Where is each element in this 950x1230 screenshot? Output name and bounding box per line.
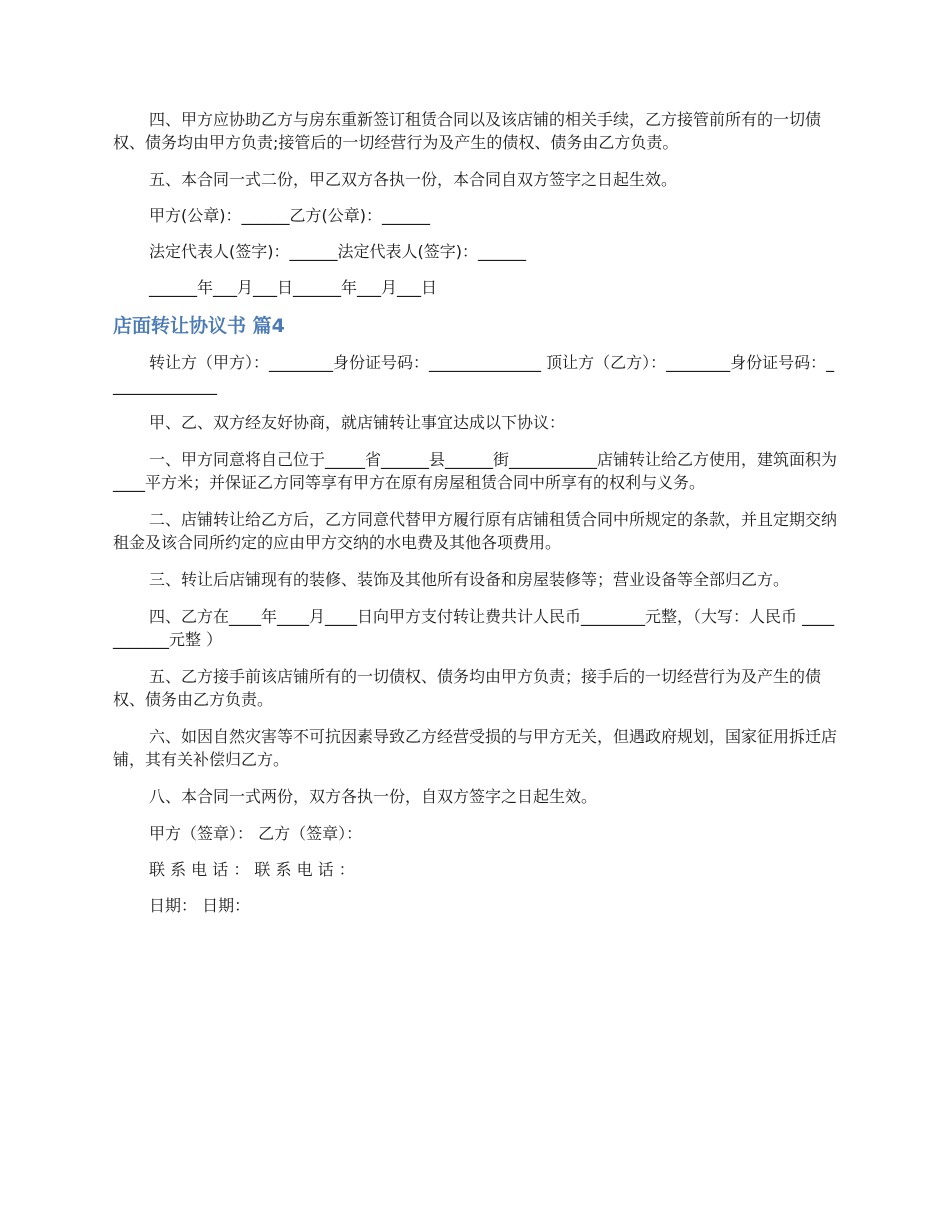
section-heading: 店面转让协议书 篇4 bbox=[113, 315, 285, 337]
signature-line: 甲方（签章）： 乙方（签章）： bbox=[149, 824, 363, 843]
clause-6: 六、如因自然灾害等不可抗因素导致乙方经营受损的与甲方无关，但遇政府规划，国家征用拆迁店铺，其有关补偿归乙方。 bbox=[113, 727, 838, 769]
phone-line: 联 系 电 话 ： 联 系 电 话 ： bbox=[149, 860, 355, 879]
clause-5-prev: 五、本合同一式二份，甲乙双方各执一份，本合同自双方签字之日起生效。 bbox=[149, 170, 678, 189]
parties-line: 转让方（甲方）：________身份证号码：______________ 顶让方（乙方）：________身份证号码：______________ bbox=[113, 353, 835, 395]
clause-5: 五、乙方接手前该店铺所有的一切债权、债务均由甲方负责；接手后的一切经营行为及产生的债权、债务由乙方负责。 bbox=[113, 667, 822, 709]
clause-4-prev: 四、甲方应协助乙方与房东重新签订租赁合同以及该店铺的相关手续，乙方接管前所有的一切债权、债务均由甲方负责;接管后的一切经营行为及产生的债权、债务由乙方负责。 bbox=[113, 110, 822, 152]
clause-4: 四、乙方在____年____月____日向甲方支付转让费共计人民币________元整，（大写：人民币 ___________元整 ） bbox=[113, 607, 835, 649]
signature-representative-line: 法定代表人(签字)：______法定代表人(签字)：______ bbox=[149, 242, 526, 261]
intro-paragraph: 甲、乙、双方经友好协商，就店铺转让事宜达成以下协议： bbox=[149, 413, 566, 432]
date-line: 日期： 日期： bbox=[149, 896, 251, 915]
signature-date-line: ______年___月___日______年___月___日 bbox=[149, 278, 438, 297]
signature-party-line: 甲方(公章)：______乙方(公章)：______ bbox=[149, 206, 430, 225]
clause-3: 三、转让后店铺现有的装修、装饰及其他所有设备和房屋装修等；营业设备等全部归乙方。 bbox=[149, 570, 790, 589]
clause-2: 二、店铺转让给乙方后，乙方同意代替甲方履行原有店铺租赁合同中所规定的条款，并且定期交纳租金及该合同所约定的应由甲方交纳的水电费及其他各项费用。 bbox=[113, 510, 838, 552]
document-page bbox=[113, 108, 839, 931]
clause-8: 八、本合同一式两份，双方各执一份，自双方签字之日起生效。 bbox=[149, 787, 598, 806]
clause-1: 一、甲方同意将自己位于_____省______县______街___________店铺转让给乙方使用，建筑面积为____平方米；并保证乙方同等享有甲方在原有房屋租赁合同中所享有的权利与义务。 bbox=[113, 450, 838, 492]
